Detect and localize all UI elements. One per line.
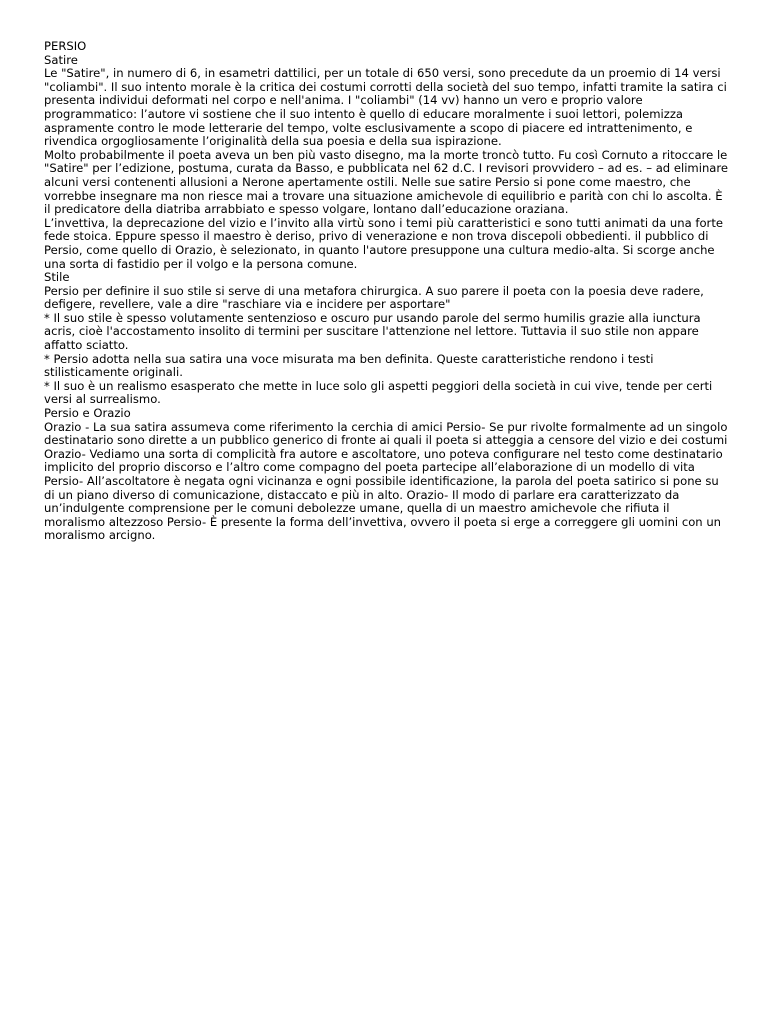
bullet-paragraph: * Il suo è un realismo esasperato che mette in luce solo gli aspetti peggiori della società in cui vive, tende per certi versi al surrealismo. — [44, 378, 713, 407]
document-body — [44, 40, 730, 543]
bullet-paragraph: * Persio adotta nella sua satira una voce misurata ma ben definita. Queste caratteristiche rendono i testi stilisticamente originali. — [44, 351, 654, 380]
section-heading-stile: Stile — [44, 270, 70, 285]
bullet-paragraph: * Il suo stile è spesso volutamente sentenzioso e oscuro pur usando parole del sermo humilis grazie alla iunctura acris, cioè l'accostamento insolito di termini per suscitare l'attenzione nel lettore. Tuttavia il suo stile non appare affatto sciatto. — [44, 310, 701, 353]
section-heading-satire: Satire — [44, 52, 78, 67]
paragraph: Molto probabilmente il poeta aveva un ben più vasto disegno, ma la morte troncò tutto. Fu così Cornuto a ritoccare le "Satire" per l’edizione, postuma, curata da Basso, e pubblicata nel 62 d.C. I revisori provvidero – ad es. – ad eliminare alcuni versi contenenti allusioni a Nerone apertamente ostili. Nelle sue satire Persio si pone come maestro, che vorrebbe insegnare ma non riesce mai a trovare una situazione amichevole di equilibrio e parità con chi lo ascolta. È il predicatore della diatriba arrabbiato e spesso volgare, lontano dall’educazione oraziana. — [44, 147, 729, 217]
paragraph: Persio per definire il suo stile si serve di una metafora chirurgica. A suo parere il poeta con la poesia deve radere, defigere, revellere, vale a dire "raschiare via e incidere per asportare" — [44, 283, 704, 312]
paragraph: Orazio - La sua satira assumeva come riferimento la cerchia di amici Persio- Se pur rivolte formalmente ad un singolo destinatario sono dirette a un pubblico generico di fronte ai quali il poeta si atteggia a censore del vizio e dei costumi Orazio- Vediamo una sorta di complicità fra autore e ascoltatore, uno poteva configurare nel testo come destinatario implicito del proprio discorso e l’altro come compagno del poeta partecipe all’elaborazione di un modello di vita Persio- All’ascoltatore è negata ogni vicinanza e ogni possibile identificazione, la parola del poeta satirico si pone su di un piano diverso di comunicazione, distaccato e più in alto. Orazio- Il modo di parlare era caratterizzato da un’indulgente comprensione per le comuni debolezze umane, quella di un maestro amichevole che rifiuta il moralismo altezzoso Persio- È presente la forma dell’invettiva, ovvero il poeta si erge a correggere gli uomini con un moralismo arcigno. — [44, 419, 728, 543]
section-heading-persio-e-orazio: Persio e Orazio — [44, 406, 131, 421]
paragraph: Le "Satire", in numero di 6, in esametri dattilici, per un totale di 650 versi, sono precedute da un proemio di 14 versi "coliambi". Il suo intento morale è la critica dei costumi corrotti della società del suo tempo, infatti tramite la satira ci presenta individui deformati nel corpo e nell'anima. I "coliambi" (14 vv) hanno un vero e proprio valore programmatico: l’autore vi sostiene che il suo intento è quello di educare moralmente i suoi lettori, polemizza aspramente contro le mode letterarie del tempo, volte esclusivamente a scopo di piacere ed intrattenimento, e rivendica orgogliosamente l’originalità della sua poesia e della sua ispirazione. — [44, 66, 727, 149]
paragraph: L’invettiva, la deprecazione del vizio e l’invito alla virtù sono i temi più caratteristici e sono tutti animati da una forte fede stoica. Eppure spesso il maestro è deriso, privo di venerazione e non trova discepoli obbedienti. il pubblico di Persio, come quello di Orazio, è selezionato, in quanto l'autore presuppone una cultura medio-alta. Si scorge anche una sorta di fastidio per il volgo e la persona comune. — [44, 215, 723, 271]
document-title: PERSIO — [44, 39, 87, 53]
